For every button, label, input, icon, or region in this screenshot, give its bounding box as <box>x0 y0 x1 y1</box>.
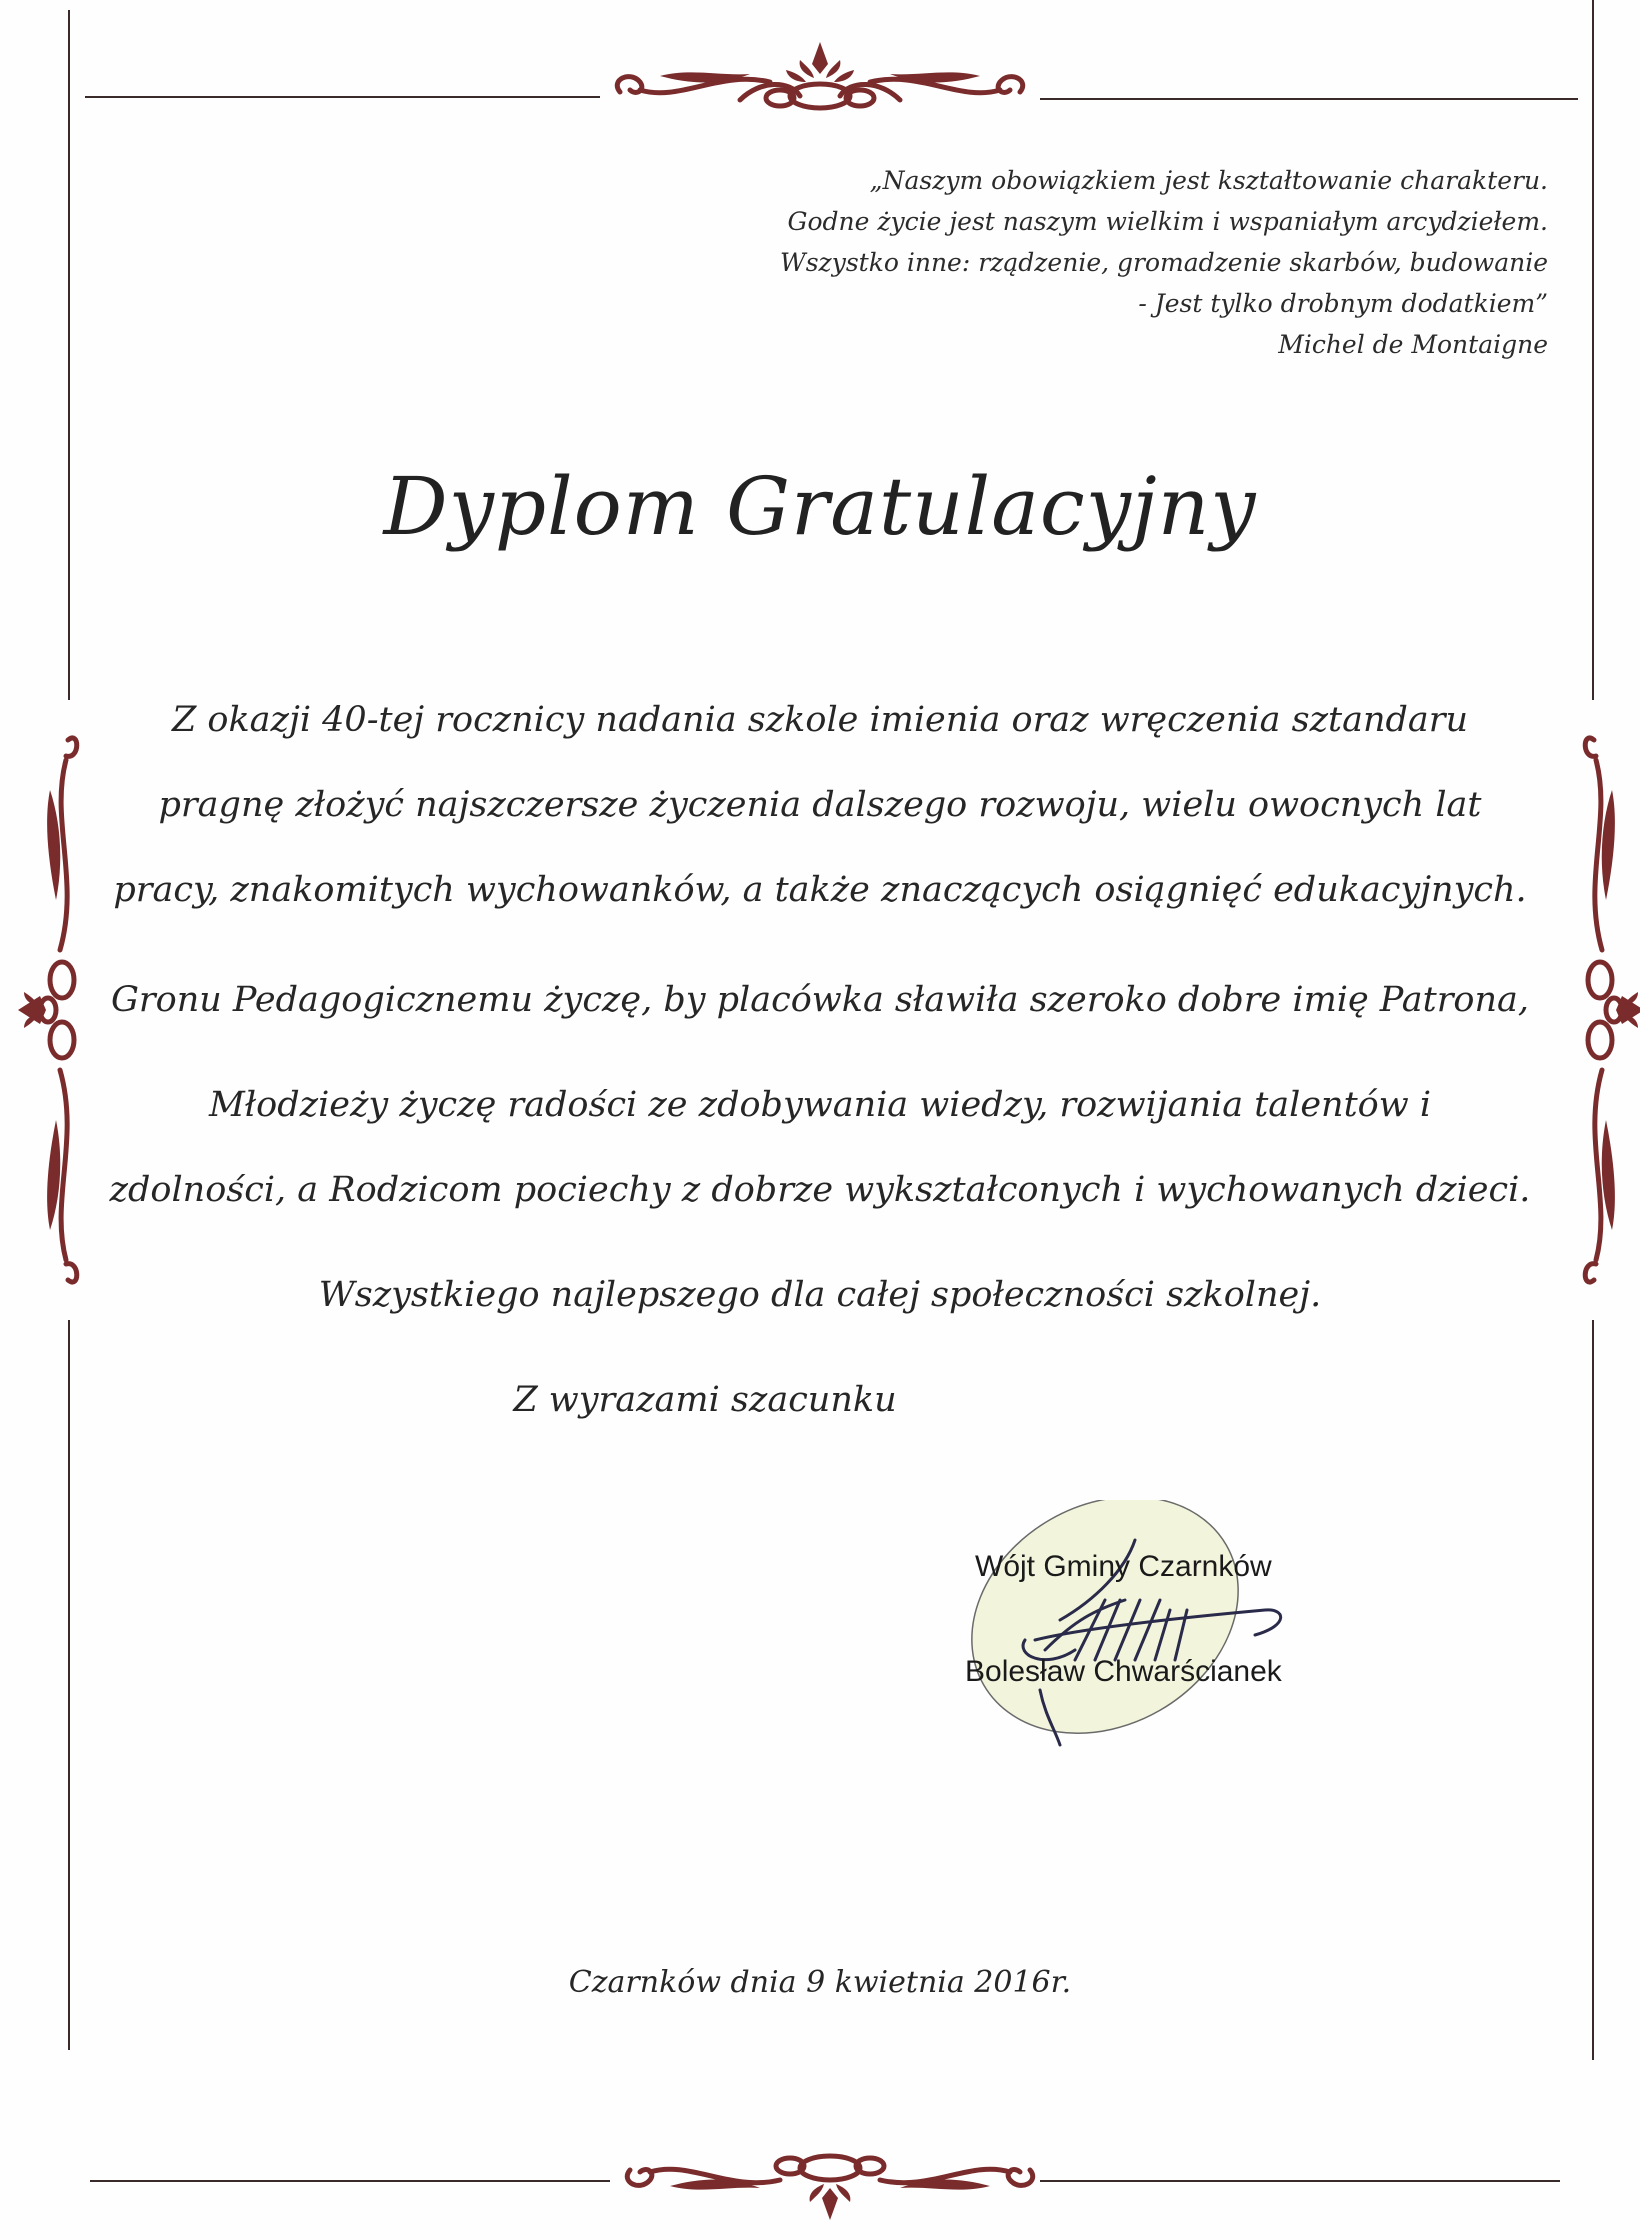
diploma-title: Dyplom Gratulacyjny <box>383 460 1257 553</box>
epigraph-line: Godne życie jest naszym wielkim i wspaniałym arcydziełem. <box>787 207 1548 236</box>
body-line: Z okazji 40-tej rocznicy nadania szkole imienia oraz wręczenia sztandaru <box>171 700 1469 740</box>
body-line: Wszystkiego najlepszego dla całej społeczności szkolnej. <box>318 1275 1322 1315</box>
body-line: Gronu Pedagogicznemu życzę, by placówka sławiła szeroko dobre imię Patrona, <box>110 980 1530 1020</box>
right-frame-line-bottom <box>1592 1320 1594 2060</box>
body-line: zdolności, a Rodzicom pociechy z dobrze wykształconych i wychowanych dzieci. <box>109 1170 1531 1210</box>
signature-title: Wójt Gminy Czarnków <box>975 1550 1272 1583</box>
right-frame-line-top <box>1592 0 1594 700</box>
left-frame-line-bottom <box>68 1320 70 2050</box>
body-line: pracy, znakomitych wychowanków, a także znaczących osiągnięć edukacyjnych. <box>113 870 1527 910</box>
bottom-frame-line-left <box>90 2180 610 2182</box>
left-frame-line-top <box>68 10 70 700</box>
scroll-flourish-icon <box>610 2140 1050 2230</box>
bottom-frame-line-right <box>1040 2180 1560 2182</box>
top-frame-line-left <box>85 96 600 98</box>
epigraph-line: „Naszym obowiązkiem jest kształtowanie charakteru. <box>869 166 1548 195</box>
epigraph-line: - Jest tylko drobnym dodatkiem” <box>1138 289 1548 318</box>
side-flourish-icon <box>10 700 90 1320</box>
signature-stamp-mark <box>955 1500 1395 1750</box>
body-line: pragnę złożyć najszczersze życzenia dalszego rozwoju, wielu owocnych lat <box>158 785 1482 825</box>
side-flourish-icon <box>1572 700 1640 1320</box>
top-frame-line-right <box>1040 98 1578 100</box>
epigraph-line: Wszystko inne: rządzenie, gromadzenie skarbów, budowanie <box>780 248 1548 277</box>
epigraph-author: Michel de Montaigne <box>1278 330 1548 359</box>
date-place: Czarnków dnia 9 kwietnia 2016r. <box>568 1965 1072 2000</box>
epigraph-quote <box>648 160 1548 365</box>
signature-block <box>955 1500 1395 1750</box>
body-line: Młodzieży życzę radości ze zdobywania wiedzy, rozwijania talentów i <box>208 1085 1432 1125</box>
scroll-flourish-icon <box>600 30 1040 120</box>
signature-name: Bolesław Chwarścianek <box>965 1655 1282 1688</box>
closing-line: Z wyrazami szacunku <box>513 1380 897 1420</box>
